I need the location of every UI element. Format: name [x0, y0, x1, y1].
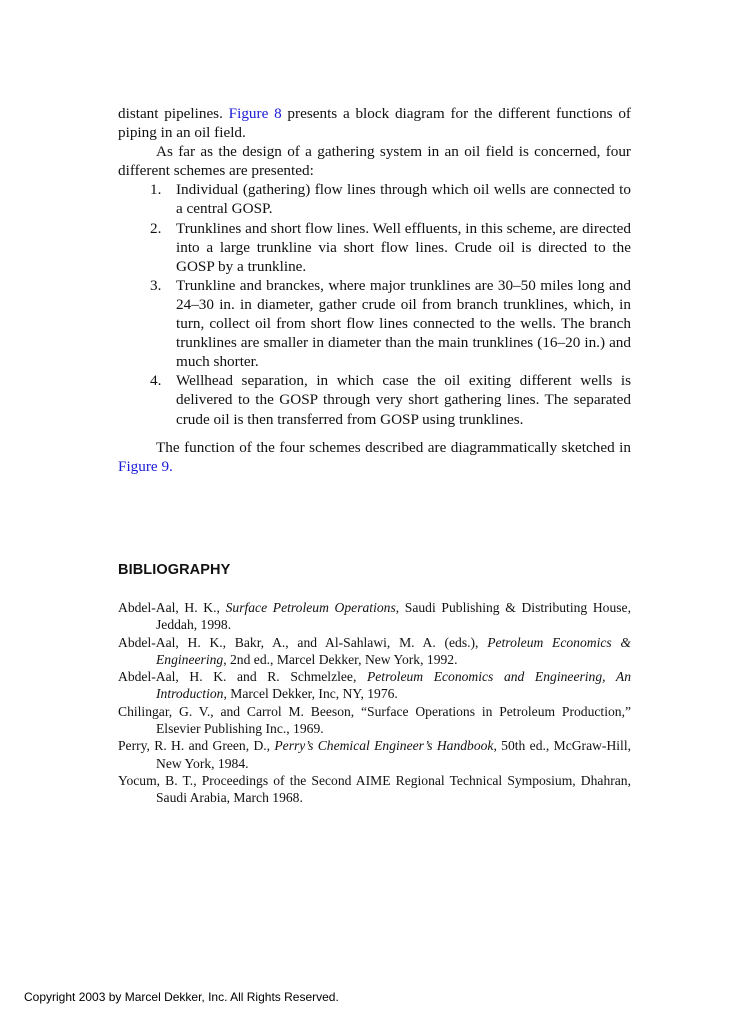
figure-9-link[interactable]: Figure 9.	[118, 457, 173, 475]
body-text	[118, 104, 631, 476]
list-item: 1. Individual (gathering) flow lines through which oil wells are connected to a central GOSP.	[150, 181, 631, 218]
list-item: 2. Trunklines and short flow lines. Well effluents, in this scheme, are directed into a large trunkline via short flow lines. Crude oil is directed to the GOSP by a trunkline.	[150, 219, 631, 275]
paragraph-figure-9: The function of the four schemes described are diagrammatically sketched in Figure 9.	[118, 438, 631, 475]
figure-8-link[interactable]: Figure 8	[228, 105, 282, 122]
bibliography-entry: Abdel-Aal, H. K. and R. Schmelzlee, Petroleum Economics and Engineering, An Introduction, Marcel Dekker, Inc, NY, 1976.	[118, 669, 631, 702]
bibliography-heading: BIBLIOGRAPHY	[118, 562, 231, 578]
copyright-footer: Copyright 2003 by Marcel Dekker, Inc. All Rights Reserved.	[24, 990, 339, 1004]
list-item: 4. Wellhead separation, in which case the oil exiting different wells is delivered to the GOSP through very short gathering lines. The separated crude oil is then transferred from GOSP using trunklines.	[150, 372, 631, 428]
paragraph-gathering-design: As far as the design of a gathering system in an oil field is concerned, four different schemes are presented:	[118, 143, 631, 180]
list-item: 3. Trunkline and branckes, where major trunklines are 30–50 miles long and 24–30 in. in diameter, gather crude oil from branch trunklines, which, in turn, collect oil from short flow lines connected to the wells. The branch trunklines are smaller in diameter than the main trunklines (16–20 in.) and much shorter.	[150, 276, 631, 371]
bibliography-entry: Perry, R. H. and Green, D., Perry’s Chemical Engineer’s Handbook, 50th ed., McGraw-Hill, New York, 1984.	[118, 738, 631, 771]
bibliography-entry: Abdel-Aal, H. K., Bakr, A., and Al-Sahlawi, M. A. (eds.), Petroleum Economics & Engineering, 2nd ed., Marcel Dekker, New York, 1992.	[118, 634, 631, 667]
schemes-list	[150, 180, 631, 428]
bibliography-entry: Chilingar, G. V., and Carrol M. Beeson, “Surface Operations in Petroleum Production,” Elsevier Publishing Inc., 1969.	[118, 703, 631, 737]
bibliography-entry: Yocum, B. T., Proceedings of the Second AIME Regional Technical Symposium, Dhahran, Saudi Arabia, March 1968.	[118, 772, 631, 806]
bibliography-entry: Abdel-Aal, H. K., Surface Petroleum Operations, Saudi Publishing & Distributing House, Jeddah, 1998.	[118, 600, 631, 633]
paragraph-figure-8: distant pipelines. Figure 8 presents a block diagram for the different functions of piping in an oil field.	[118, 105, 631, 142]
bibliography-list	[118, 599, 631, 807]
